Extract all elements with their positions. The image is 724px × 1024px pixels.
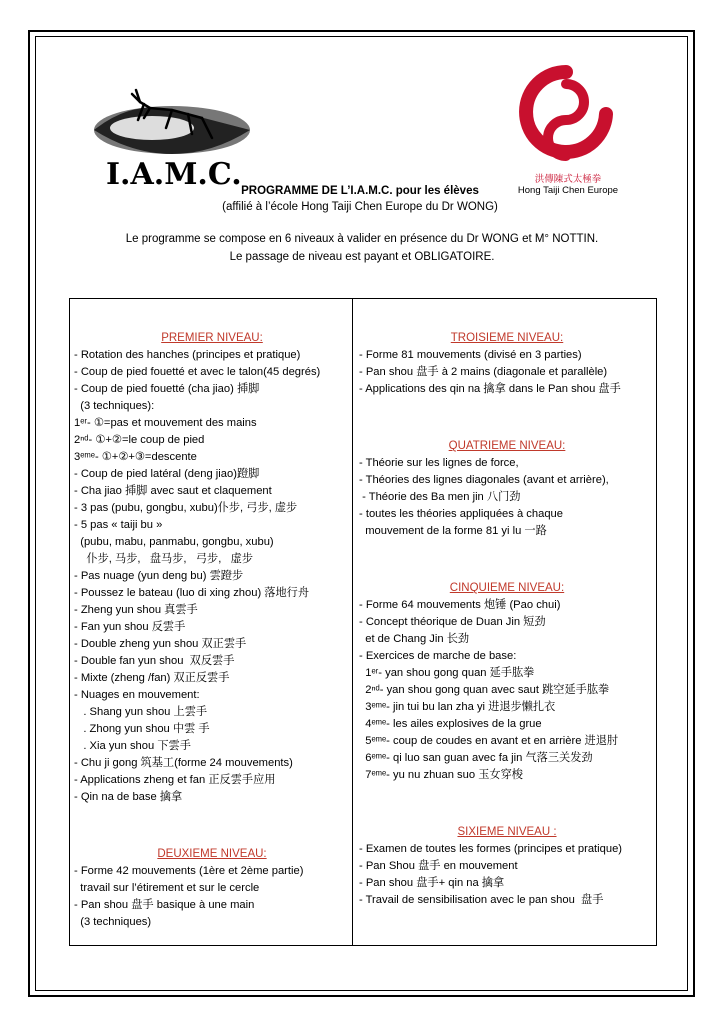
list-item: - 5 pas « taiji bu »	[74, 519, 163, 531]
svg-text:I.A.M.C.: I.A.M.C.	[106, 157, 242, 190]
list-item: 1ᵉʳ- yan shou gong quan 延手肱拳	[359, 667, 535, 679]
level-2-title: DEUXIEME NIVEAU:	[157, 848, 267, 860]
intro-paragraph	[80, 230, 644, 266]
list-item: - Coup de pied fouetté et avec le talon(45 degrés)	[74, 366, 321, 378]
list-item: - Cha jiao 揷脚 avec saut et claquement	[74, 485, 272, 497]
list-item: - Rotation des hanches (principes et pratique)	[74, 349, 301, 361]
list-item: 3ᵉᵐᵉ- ①+②+③=descente	[74, 451, 197, 463]
list-item: - Double zheng yun shou 双正雲手	[74, 638, 247, 650]
list-item: 仆步, 马步, 盘马步, 弓步, 虚步	[74, 553, 254, 565]
list-item: 7ᵉᵐᵉ- yu nu zhuan suo 玉女穿梭	[359, 769, 523, 781]
list-item: - toutes les théories appliquées à chaque	[359, 508, 563, 520]
level-6-title: SIXIEME NIVEAU :	[457, 826, 557, 838]
intro-line-2: Le passage de niveau est payant et OBLIGATOIRE.	[229, 251, 495, 263]
list-item: - Théorie sur les lignes de force,	[359, 457, 519, 469]
intro-line-1: Le programme se compose en 6 niveaux à valider en présence du Dr WONG et M° NOTTIN.	[125, 233, 599, 245]
list-item: - Zheng yun shou 真雲手	[74, 604, 198, 616]
list-item: - Examen de toutes les formes (principes et pratique)	[359, 843, 623, 855]
list-item: - Théories des lignes diagonales (avant et arrière),	[359, 474, 609, 486]
school-chinese-name: 洪傳陳式太極拳	[534, 174, 602, 185]
list-item: mouvement de la forme 81 yi lu 一路	[359, 525, 547, 537]
list-item: (3 techniques):	[74, 400, 155, 412]
list-item: 5ᵉᵐᵉ- coup de coudes en avant et en arrière 进退肘	[359, 735, 619, 747]
list-item: - Pan shou 盘手 à 2 mains (diagonale et parallèle)	[359, 366, 608, 378]
list-item: - Poussez le bateau (luo di xing zhou) 落地行舟	[74, 587, 310, 599]
list-item: - Concept théorique de Duan Jin 短劲	[359, 616, 546, 628]
left-column	[74, 330, 350, 931]
table-column-divider	[352, 298, 353, 946]
list-item: - Forme 64 mouvements 炮锤 (Pao chui)	[359, 599, 561, 611]
list-item: (3 techniques)	[74, 916, 152, 928]
list-item: - Forme 81 mouvements (divisé en 3 parties)	[359, 349, 582, 361]
document-subtitle: (affilié à l’école Hong Taiji Chen Europe du Dr WONG)	[222, 201, 498, 213]
list-item: - Double fan yun shou 双反雲手	[74, 655, 235, 667]
list-item: - Pan Shou 盘手 en mouvement	[359, 860, 518, 872]
list-item: - Applications des qin na 擒拿 dans le Pan shou 盘手	[359, 383, 621, 395]
hong-taiji-logo	[516, 64, 616, 186]
right-column	[359, 330, 655, 909]
level-1-title: PREMIER NIVEAU:	[161, 332, 263, 344]
document-header	[110, 183, 610, 215]
list-item: - Forme 42 mouvements (1ère et 2ème partie)	[74, 865, 304, 877]
list-item: 6ᵉᵐᵉ- qi luo san guan avec fa jin 气落三关发劲	[359, 752, 593, 764]
list-item: 4ᵉᵐᵉ- les ailes explosives de la grue	[359, 718, 542, 730]
list-item: - Fan yun shou 反雲手	[74, 621, 186, 633]
list-item: . Xia yun shou 下雲手	[74, 740, 191, 752]
list-item: - Pan shou 盘手 basique à une main	[74, 899, 255, 911]
list-item: - Coup de pied fouetté (cha jiao) 揷脚	[74, 383, 260, 395]
level-4-title: QUATRIEME NIVEAU:	[448, 440, 566, 452]
document-title: PROGRAMME DE L’I.A.M.C. pour les élèves	[241, 185, 479, 197]
level-4-list	[359, 455, 655, 540]
list-item: - Pas nuage (yun deng bu) 雲蹬步	[74, 570, 244, 582]
list-item: travail sur l’étirement et sur le cercle	[74, 882, 260, 894]
level-1-list	[74, 347, 350, 806]
list-item: - Exercices de marche de base:	[359, 650, 517, 662]
school-latin-name: Hong Taiji Chen Europe	[517, 185, 619, 196]
level-6-list	[359, 841, 655, 909]
list-item: - Applications zheng et fan 正反雲手应用	[74, 774, 276, 786]
list-item: - Travail de sensibilisation avec le pan shou 盘手	[359, 894, 604, 906]
level-3-title: TROISIEME NIVEAU:	[450, 332, 564, 344]
list-item: - Coup de pied latéral (deng jiao)蹬脚	[74, 468, 260, 480]
level-5-title: CINQUIEME NIVEAU:	[449, 582, 565, 594]
list-item: (pubu, mabu, panmabu, gongbu, xubu)	[74, 536, 274, 548]
list-item: - Chu ji gong 筑基工(forme 24 mouvements)	[74, 757, 293, 769]
list-item: . Shang yun shou 上雲手	[74, 706, 208, 718]
level-5-list	[359, 597, 655, 784]
list-item: et de Chang Jin 长劲	[359, 633, 470, 645]
list-item: - Pan shou 盘手+ qin na 擒拿	[359, 877, 505, 889]
list-item: - Théorie des Ba men jin 八门劲	[359, 491, 521, 503]
list-item: . Zhong yun shou 中雲 手	[74, 723, 210, 735]
list-item: 3ᵉᵐᵉ- jin tui bu lan zha yi 进退步懒扎衣	[359, 701, 556, 713]
level-2-list	[74, 863, 350, 931]
list-item: 1ᵉʳ- ①=pas et mouvement des mains	[74, 417, 257, 429]
list-item: - Nuages en mouvement:	[74, 689, 200, 701]
level-3-list	[359, 347, 655, 398]
list-item: 2ⁿᵈ- ①+②=le coup de pied	[74, 434, 205, 446]
iamc-logo	[92, 80, 252, 190]
list-item: 2ⁿᵈ- yan shou gong quan avec saut 跳空延手肱拳	[359, 684, 610, 696]
list-item: - Qin na de base 擒拿	[74, 791, 183, 803]
list-item: - Mixte (zheng /fan) 双正反雲手	[74, 672, 230, 684]
list-item: - 3 pas (pubu, gongbu, xubu)仆步, 弓步, 虚步	[74, 502, 298, 514]
